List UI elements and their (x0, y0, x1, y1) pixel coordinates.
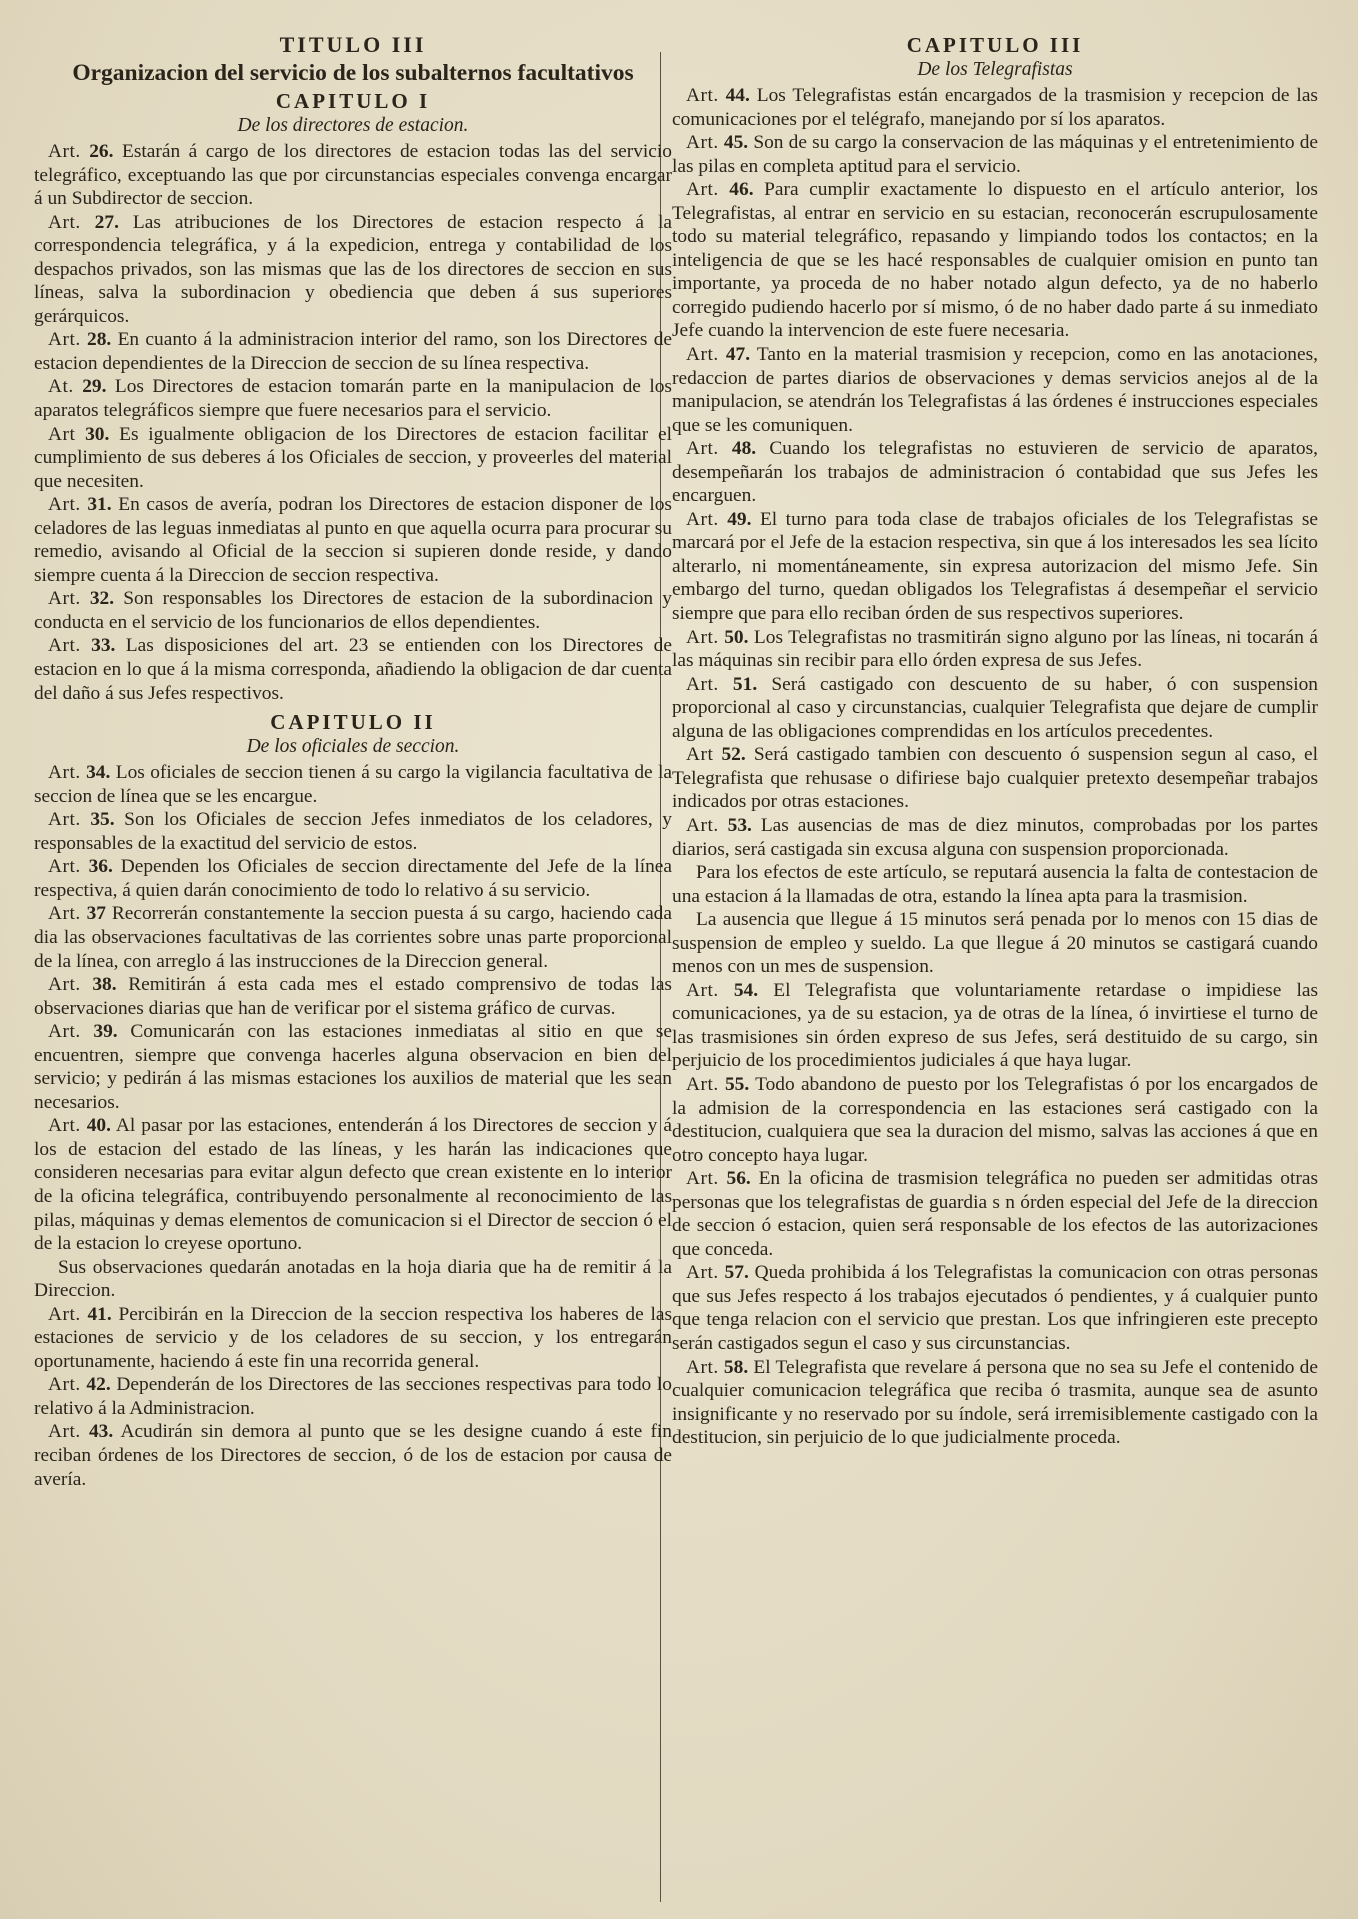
article-38 (34, 973, 672, 1020)
article-47 (672, 343, 1318, 437)
article-number: 45. (723, 132, 749, 154)
article-51 (672, 673, 1318, 744)
article-label: Art. (48, 141, 81, 162)
article-26 (34, 140, 672, 211)
article-text: Son los Oficiales de seccion Jefes inmediatos de los celadores, y responsables de la exactitud del servicio de estos. (34, 809, 672, 854)
article-text: Será castigado con descuento de su haber, ó con suspension proporcional al caso y circunstancias, cualquier Telegrafista que dejare de cumplir alguna de las obligaciones comprendidas en los artículos precedentes. (672, 673, 1318, 742)
article-48 (672, 437, 1318, 508)
article-text: Estarán á cargo de los directores de estacion todas las del servicio telegráfico, exceptuando las que por circunstancias especiales convenga encargar á un Subdirector de seccion. (34, 141, 672, 210)
title-heading: TITULO III (279, 32, 427, 57)
article-text: Al pasar por las estaciones, entenderán á los Directores de seccion y á los de estacion del estado de las líneas, y les harán las indicaciones que consideren necesarias para evitar algun defecto que crean existente en lo interior de la oficina telegráfica, contribuyendo personalmente al reconocimiento de las pilas, máquinas y demas elementos de comunicacion si el Director de seccion ó el de la estacion lo creyese oportuno. (34, 1115, 672, 1255)
article-number: 31. (87, 494, 112, 516)
article-text: El Telegrafista que voluntariamente retardase o impidiese las comunicaciones, ya de su estacion, ya de otras de la línea, ó invirtiese el turno de las trasmisiones sin órden expreso de sus Jefes, será destituido de su cargo, sin perjuicio de los procedimientos judiciales á que haya lugar. (672, 979, 1318, 1072)
article-label: Art. (48, 974, 81, 996)
article-number: 32. (89, 588, 115, 610)
article-label: Art. (48, 494, 81, 516)
article-label: At. (48, 376, 74, 398)
article-label: Art. (48, 329, 81, 351)
article-number: 42. (86, 1374, 111, 1396)
chapter-2-articles (34, 761, 672, 1491)
article-number: 56. (726, 1168, 751, 1190)
article-58 (672, 1356, 1318, 1450)
article-text: Dependerán de los Directores de las secciones respectivas para todo lo relativo á la Administracion. (34, 1374, 672, 1419)
article-text: Acudirán sin demora al punto que se les designe cuando á este fin reciban órdenes de los Directores de seccion, ó de los de estacion por causa de avería. (34, 1421, 672, 1490)
article-32 (34, 587, 672, 634)
article-paragraph: La ausencia que llegue á 15 minutos será penada por lo menos con 15 dias de suspension de empleo y sueldo. La que llegue á 20 minutos se castigará cuando menos con un mes de suspension. (672, 909, 1318, 978)
article-label: Art. (48, 635, 81, 657)
article-52 (672, 743, 1318, 814)
article-number: 34. (86, 762, 111, 784)
article-56 (672, 1167, 1318, 1261)
article-number: 40. (86, 1115, 111, 1137)
article-number: 35. (90, 809, 115, 831)
article-number: 49. (727, 508, 752, 530)
article-label: Art. (686, 1073, 719, 1095)
article-50 (672, 626, 1318, 673)
article-label: Art. (686, 132, 719, 154)
article-number: 27. (94, 211, 119, 233)
article-label: Art. (48, 762, 81, 784)
article-number: 57. (724, 1262, 749, 1284)
article-53 (672, 814, 1318, 861)
article-number: 44. (725, 85, 750, 106)
article-43 (34, 1420, 672, 1491)
article-text: En cuanto á la administracion interior del ramo, son los Directores de estacion dependientes de la Direccion de seccion de su línea respectiva. (34, 329, 672, 374)
left-column (34, 32, 672, 1491)
article-number: 26. (89, 141, 114, 162)
article-text: En la oficina de trasmision telegráfica no pueden ser admitidas otras personas que los telegrafistas de guardia s n órden especial del Jefe de la direccion de seccion ó estacion, quien será responsable de los efectos de las autorizaciones que conceda. (672, 1168, 1318, 1260)
article-label: Art. (48, 211, 81, 233)
article-label: Art. (48, 1421, 81, 1443)
article-label: Art. (686, 438, 719, 460)
article-label: Art. (686, 814, 719, 836)
chapter-1-heading: CAPITULO I (275, 89, 431, 113)
article-33 (34, 634, 672, 705)
article-54 (672, 979, 1318, 1073)
article-text: Dependen los Oficiales de seccion directamente del Jefe de la línea respectiva, á quien darán conocimiento de todo lo relativo á su servicio. (34, 856, 672, 901)
article-number: 39. (93, 1021, 118, 1043)
article-label: Art. (48, 809, 81, 831)
article-text: Tanto en la material trasmision y recepcion, como en las anotaciones, redaccion de partes diarios de observaciones y demas servicios anejos al de la manipulacion, se atendrán los Telegrafistas á las órdenes é instrucciones especiales que se les comuniquen. (672, 344, 1319, 436)
article-number: 58. (723, 1356, 749, 1378)
article-40 (34, 1114, 672, 1255)
article-57 (672, 1261, 1318, 1355)
article-number: 50. (724, 626, 749, 648)
article-text: Percibirán en la Direccion de la seccion respectiva los haberes de las estaciones de servicio y de los celadores de su seccion, y los entregarán oportunamente, haciendo á este fin una recorrida general. (34, 1303, 672, 1372)
article-label: Art. (48, 1115, 81, 1137)
chapter-3-articles (672, 84, 1318, 1450)
article-text: El turno para toda clase de trabajos oficiales de los Telegrafistas se marcará por el Jefe de la estacion respectiva, sin que á los interesados les sea lícito alterarlo, ni momentáneamente, sin expresa autorizacion del mismo Jefe. Sin embargo del turno, quedan obligados los Telegrafistas á desempeñar el servicio siempre que para ello reciban órden de sus respectivos superiores. (672, 508, 1318, 625)
chapter-3-heading: CAPITULO III (906, 33, 1084, 57)
article-number: 47. (725, 344, 751, 366)
article-label: Art. (686, 1262, 719, 1284)
article-text: Será castigado tambien con descuento ó suspension segun al caso, el Telegrafista que rehusase o difiriese bajo cualquier pretexto desempeñar trabajos indicados por otras estaciones. (672, 744, 1318, 813)
article-label: Art. (48, 1303, 81, 1325)
right-column (672, 32, 1318, 1450)
article-27 (34, 211, 672, 329)
article-number: 28. (87, 329, 112, 351)
article-text: Recorrerán constantemente la seccion puesta á su cargo, haciendo cada dia las observaciones facultativas de las corrientes sobre unas parte proporcional de la línea, con arreglo á las instrucciones de la Direccion general. (34, 903, 672, 972)
article-label: Art. (48, 1021, 81, 1043)
article-31 (34, 493, 672, 587)
article-number: 36. (88, 856, 113, 878)
article-number: 30. (85, 423, 110, 445)
article-46 (672, 178, 1318, 343)
article-label: Art. (48, 903, 81, 925)
article-42 (34, 1373, 672, 1420)
article-label: Art. (686, 85, 719, 106)
article-30 (34, 423, 672, 494)
article-label: Art. (686, 179, 719, 201)
article-number: 53. (727, 814, 752, 836)
article-label: Art. (686, 508, 719, 530)
article-label: Art. (48, 588, 81, 610)
article-number: 38. (92, 974, 117, 996)
article-label: Art. (48, 1374, 81, 1396)
article-55 (672, 1073, 1318, 1167)
chapter-2-subtitle: De los oficiales de seccion. (246, 736, 460, 758)
chapter-3-subtitle: De los Telegrafistas (917, 59, 1073, 80)
article-44 (672, 84, 1318, 131)
article-45 (672, 131, 1318, 178)
article-number: 46. (729, 179, 754, 201)
article-text: En casos de avería, podran los Directores de estacion disponer de los celadores de las leguas inmediatas al punto en que aquella ocurra para procurar su remedio, avisando al Oficial de la seccion si supieren donde reside, y dando siempre cuenta á la Direccion de seccion respectiva. (34, 494, 672, 586)
article-text: Las disposiciones del art. 23 se entienden con los Directores de estacion en lo que á la misma corresponda, añadiendo la obligacion de dar cuenta del daño á sus Jefes respectivos. (34, 635, 672, 704)
article-text: Remitirán á esta cada mes el estado comprensivo de todas las observaciones diarias que han de verificar por el sistema gráfico de curvas. (34, 974, 672, 1019)
article-number: 41. (87, 1303, 112, 1325)
article-text: Es igualmente obligacion de los Directores de estacion facilitar el cumplimiento de sus deberes á los Oficiales de seccion, y proveerles del material que necesiten. (34, 423, 672, 492)
article-number: 33. (91, 635, 116, 657)
title-main: Organizacion del servicio de los subalternos facultativos (72, 60, 634, 86)
article-label: Art. (686, 1168, 719, 1190)
article-text: Queda prohibida á los Telegrafistas la comunicacion con otras personas que sus Jefes respecto á los trabajos ejecutados ó pendientes, y á cualquier punto que tenga relacion con el servicio que prestan. Los que infringieren este precepto serán castigados segun el caso y sus circunstancias. (672, 1262, 1318, 1354)
article-number: 48. (731, 438, 757, 460)
article-number: 29. (82, 376, 107, 398)
article-number: 52. (721, 744, 746, 766)
article-text: Los Directores de estacion tomarán parte en la manipulacion de los aparatos telegráficos siempre que fuere necesarios para el servicio. (34, 376, 672, 422)
article-29 (34, 375, 672, 422)
article-35 (34, 808, 672, 855)
chapter-1-subtitle: De los directores de estacion. (237, 115, 469, 136)
article-text: Los oficiales de seccion tienen á su cargo la vigilancia facultativa de la seccion de línea que se les encargue. (34, 762, 672, 807)
article-text: Los Telegrafistas no trasmitirán signo alguno por las líneas, ni tocarán á las máquinas sin recibir para ello órden expresa de sus Jefes. (672, 626, 1319, 672)
article-39 (34, 1020, 672, 1114)
article-text: Comunicarán con las estaciones inmediatas al sitio en que se encuentren, siempre que convenga hacerles alguna observacion en bien del servicio; y pedirán á las mismas estaciones los auxilios de material que les sean necesarios. (34, 1021, 672, 1113)
article-text: Cuando los telegrafistas no estuvieren de servicio de aparatos, desempeñarán los trabajos de administracion ó contabidad que sus Jefes les encarguen. (672, 438, 1319, 507)
article-label: Art. (686, 1356, 719, 1378)
article-number: 54. (733, 979, 759, 1001)
article-text: El Telegrafista que revelare á persona que no sea su Jefe el contenido de cualquier comunicacion telegráfica que reciba ó trasmita, aunque sea de asunto insignificante y no reservado por su índole, será irremisiblemente castigado con la destitucion, sin perjuicio de lo que judicialmente proceda. (672, 1356, 1318, 1449)
article-text: Las atribuciones de los Directores de estacion respecto á la correspondencia telegráfica, y á la expedicion, entrega y contabilidad de los despachos privados, son las mismas que las de los directores de seccion en sus líneas, salva la subordinacion y obediencia que deben á sus superiores gerárquicos. (34, 211, 672, 327)
chapter-2-heading: CAPITULO II (270, 710, 436, 735)
article-label: Art. (686, 673, 719, 695)
article-text: Los Telegrafistas están encargados de la trasmision y recepcion de las comunicaciones por el telégrafo, manejando por sí los aparatos. (672, 85, 1318, 130)
article-text: Son responsables los Directores de estacion de la subordinacion y conducta en el servicio de los funcionarios de ellos dependientes. (34, 588, 672, 633)
article-41 (34, 1303, 672, 1374)
article-number: 37 (86, 903, 106, 925)
article-number: 43. (88, 1421, 114, 1443)
article-label: Art. (686, 626, 719, 648)
article-36 (34, 855, 672, 902)
chapter-1-articles (34, 140, 672, 705)
article-text: Son de su cargo la conservacion de las máquinas y el entretenimiento de las pilas en completa aptitud para el servicio. (672, 132, 1318, 177)
article-label: Art. (48, 856, 81, 878)
article-text: Para cumplir exactamente lo dispuesto en el artículo anterior, los Telegrafistas, al entrar en servicio en su estacian, reconocerán escrupulosamente todo su material telegráfico, repasando y limpiando todos los contactos; en la inteligencia de que se les hacé responsables de cualquier omision en punto tan importante, ya proceda de no haber notado algun defecto, ya de no haberlo corregido pudiendo hacerlo por sí mismo, ó de no haber dado parte á su inmediato Jefe cuando la intervencion de este fuere necesaria. (672, 179, 1318, 342)
article-text: Todo abandono de puesto por los Telegrafistas ó por los encargados de la admision de la correspondencia en las estaciones será castigado con la destitucion, cualquiera que sea la duracion del mismo, salvas las acciones á que en otro concepto haya lugar. (672, 1073, 1319, 1166)
article-number: 55. (724, 1073, 750, 1095)
article-paragraph: Sus observaciones quedarán anotadas en la hoja diaria que ha de remitir á la Direccion. (34, 1256, 672, 1302)
article-number: 51. (732, 673, 758, 695)
article-37 (34, 902, 672, 973)
article-28 (34, 328, 672, 375)
article-49 (672, 508, 1318, 626)
article-34 (34, 761, 672, 808)
article-text: Las ausencias de mas de diez minutos, comprobadas por los partes diarios, será castigada sin excusa alguna con suspension proporcionada. (672, 814, 1318, 860)
article-label: Art (686, 744, 714, 766)
article-label: Art. (686, 344, 719, 366)
article-label: Art. (686, 979, 719, 1001)
article-paragraph: Para los efectos de este artículo, se reputará ausencia la falta de contestacion de una estacion á la llamadas de otra, estando la línea apta para la trasmision. (672, 862, 1318, 907)
article-label: Art (48, 423, 76, 445)
